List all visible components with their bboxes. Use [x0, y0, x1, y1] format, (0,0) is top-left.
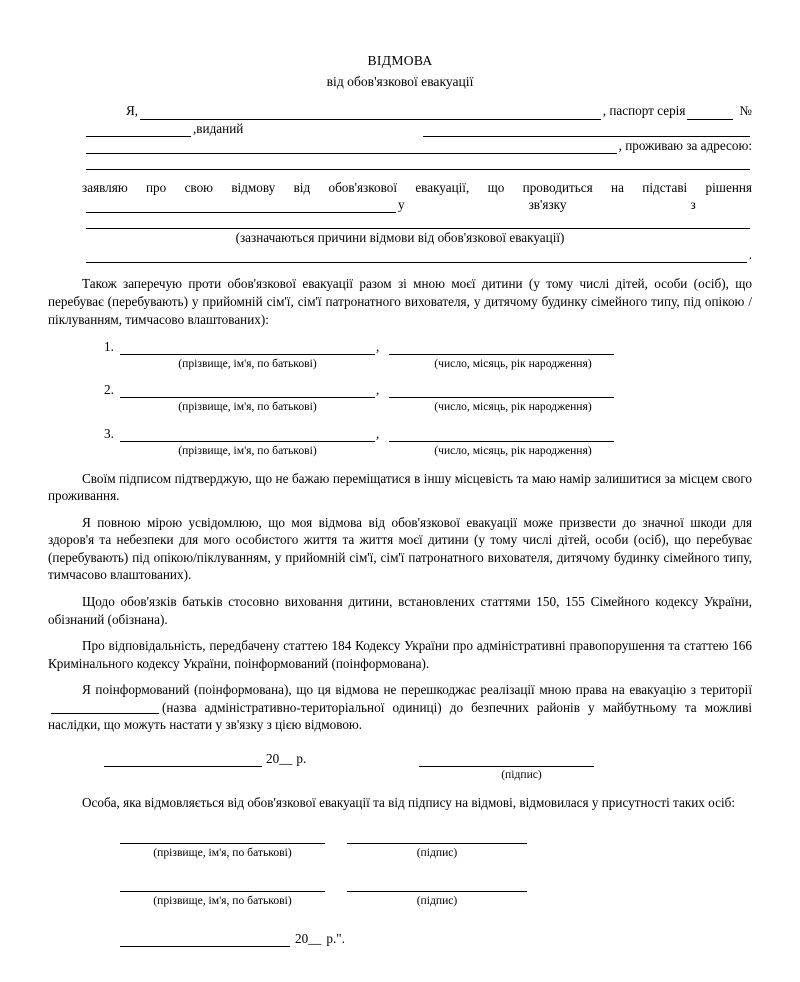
child-number-2: 2. — [104, 382, 114, 398]
passport-number-input[interactable] — [86, 121, 191, 137]
witness-name-caption-2: (прізвище, ім'я, по батькові) — [153, 893, 292, 907]
date-r-label: р. — [296, 750, 307, 766]
informed-paragraph — [48, 681, 752, 734]
child-captions-2 — [48, 399, 752, 414]
child-comma-2: , — [376, 382, 380, 398]
signature-caption-row — [48, 767, 752, 782]
document-title: ВІДМОВА — [367, 53, 433, 68]
identity-line-1 — [48, 102, 752, 119]
child-comma-3: , — [376, 425, 380, 441]
child-row-1 — [48, 338, 752, 355]
witness-name-input-1[interactable] — [120, 828, 325, 844]
child-name-caption-1: (прізвище, ім'я, по батькові) — [178, 357, 317, 371]
child-name-input-1[interactable] — [120, 339, 375, 355]
reason-line-2 — [48, 246, 752, 263]
child-comma-1: , — [376, 339, 380, 355]
child-name-caption-3: (прізвище, ім'я, по батькові) — [178, 443, 317, 457]
fullname-input[interactable] — [140, 104, 601, 120]
child-name-input-2[interactable] — [120, 382, 375, 398]
reason-period: . — [748, 247, 752, 263]
territory-input[interactable] — [51, 713, 159, 714]
witness-name-caption-1: (прізвище, ім'я, по батькові) — [153, 845, 292, 859]
issued-by-input-2[interactable] — [86, 138, 617, 154]
zvyazku-word: зв'язку — [528, 196, 567, 212]
address-input[interactable] — [86, 154, 750, 170]
decision-line — [48, 196, 752, 213]
witness-sign-input-1[interactable] — [347, 828, 527, 844]
signature-caption: (підпис) — [501, 768, 542, 781]
declaration-paragraph: заявляю про свою відмову від обов'язкової евакуації, що проводиться на підставі рішення — [82, 179, 752, 195]
child-captions-1 — [48, 356, 752, 371]
child-birthdate-input-2[interactable] — [389, 382, 614, 398]
reason-input[interactable] — [86, 213, 750, 229]
identity-line-2 — [48, 120, 752, 137]
child-name-input-3[interactable] — [120, 426, 375, 442]
witness-row-1 — [48, 828, 752, 844]
child-date-caption-1: (число, місяць, рік народження) — [434, 357, 592, 371]
child-birthdate-input-3[interactable] — [389, 426, 614, 442]
responsibility-paragraph: Про відповідальність, передбачену статтею 184 Кодексу України про адміністративні правопорушення та статтею 166 Кримінального кодексу України, поінформований (поінформована). — [48, 638, 752, 671]
final-date-r-label: р.". — [326, 930, 345, 946]
awareness-paragraph: Я повною мірою усвідомлюю, що моя відмова від обов'язкової евакуації може призвести до значної шкоди для здоров'я та небезпеки для мого особистого життя та життя моєї дитини (у тому числі дітей, особи (осіб), що перебуває (перебувають) під опікою/піклуванням, у прийомній сім'ї, сім'ї патронатного вихователя, дитячому будинку сімейного типу, тимчасово влаштованих). — [48, 514, 752, 583]
signature-input[interactable] — [419, 751, 594, 767]
address-line — [48, 154, 752, 170]
date-signature-row — [48, 750, 752, 767]
witness-row-2 — [48, 876, 752, 892]
witness-sign-input-2[interactable] — [347, 876, 527, 892]
identity-line-3 — [48, 137, 752, 154]
date-input[interactable] — [104, 751, 262, 767]
final-date-year-label: 20__ — [295, 930, 322, 946]
children-intro-paragraph: Також заперечую проти обов'язкової евакуації разом зі мною моєї дитини (у тому числі дітей, особи (осіб), що перебуває (перебувають) у прийомній сім'ї, сім'ї патронатного вихователя, у дитячому будинку сімейного типу, під опікою / піклуванням, тимчасово влаштованих): — [48, 276, 752, 327]
z-word: з — [690, 196, 696, 212]
refusal-witness-paragraph: Особа, яка відмовляється від обов'язкової евакуації та від підпису на відмові, відмовилася у присутності таких осіб: — [82, 795, 735, 811]
witness-captions-1 — [48, 845, 752, 860]
decision-input[interactable] — [86, 197, 396, 213]
witness-sign-caption-1: (підпис) — [416, 845, 458, 859]
reason-caption: (зазначаються причини відмови від обов'язкової евакуації) — [235, 230, 565, 246]
child-name-caption-2: (прізвище, ім'я, по батькові) — [178, 400, 317, 414]
date-year-label: 20__ — [266, 750, 293, 766]
child-number-3: 3. — [104, 425, 114, 441]
informed-text-1: Я поінформований (поінформована), що ця відмова не перешкоджає реалізації мною права на евакуацію з території — [82, 682, 752, 698]
witness-sign-caption-2: (підпис) — [416, 893, 458, 907]
issued-label: ,виданий — [193, 120, 244, 136]
final-date-input[interactable] — [120, 931, 290, 947]
child-row-2 — [48, 381, 752, 398]
reason-line — [48, 213, 752, 229]
child-number-1: 1. — [104, 339, 114, 355]
child-captions-3 — [48, 443, 752, 458]
informed-text-2: (назва адміністративно-територіальної одиниці) до безпечних районів у майбутньому та можливі наслідки, що можуть настати у зв'язку з цією відмовою. — [48, 699, 752, 733]
witness-name-input-2[interactable] — [120, 876, 325, 892]
final-date-row — [48, 930, 752, 947]
witness-captions-2 — [48, 893, 752, 908]
child-date-caption-3: (число, місяць, рік народження) — [434, 443, 592, 457]
child-row-3 — [48, 425, 752, 442]
signature-confirm-paragraph: Своїм підписом підтверджую, що не бажаю переміщатися в іншу місцевість та маю намір залишитися за місцем свого проживання. — [48, 470, 752, 504]
issued-by-input[interactable] — [423, 121, 750, 137]
child-date-caption-2: (число, місяць, рік народження) — [434, 400, 592, 414]
address-label: , проживаю за адресою: — [618, 137, 752, 153]
child-birthdate-input-1[interactable] — [389, 339, 614, 355]
document-subtitle: від обов'язкової евакуації — [326, 73, 474, 89]
u-word: у — [398, 196, 405, 212]
reason-input-2[interactable] — [86, 247, 747, 263]
passport-series-input[interactable] — [687, 104, 733, 120]
ya-label: Я, — [126, 103, 139, 119]
parental-duties-paragraph: Щодо обов'язків батьків стосовно виховання дитини, встановлених статтями 150, 155 Сімейного кодексу України, обізнаний (обізнана). — [48, 594, 752, 627]
passport-number-label: № — [739, 103, 752, 119]
passport-series-label: , паспорт серія — [602, 103, 686, 119]
